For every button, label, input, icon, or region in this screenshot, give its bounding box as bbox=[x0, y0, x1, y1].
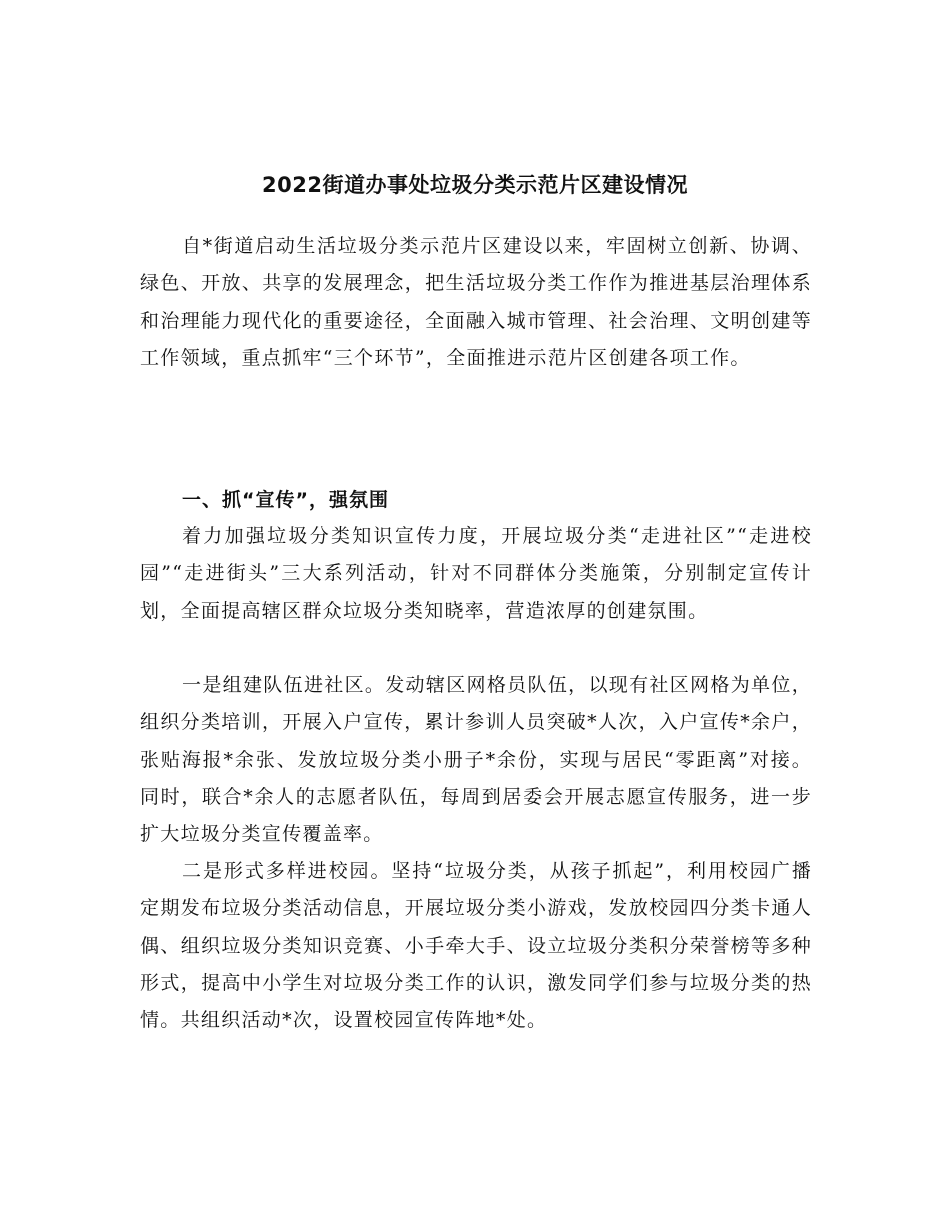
document-title: 2022街道办事处垃圾分类示范片区建设情况 bbox=[262, 173, 688, 197]
section-paragraph-3: 二是形式多样进校园。坚持“垃圾分类，从孩子抓起”，利用校园广播定期发布垃圾分类活动信息，开展垃圾分类小游戏，发放校园四分类卡通人偶、组织垃圾分类知识竞赛、小手牵大手、设立垃圾分类积分荣誉榜等多种形式，提高中小学生对垃圾分类工作的认识，激发同学们参与垃圾分类的热情。共组织活动*次，设置校园宣传阵地*处。 bbox=[140, 860, 812, 1032]
section-heading: 一、抓“宣传”，强氛围 bbox=[182, 489, 389, 511]
section-paragraph-2: 一是组建队伍进社区。发动辖区网格员队伍，以现有社区网格为单位，组织分类培训，开展入户宣传，累计参训人员突破*人次，入户宣传*余户，张贴海报*余张、发放垃圾分类小册子*余份，实现与居民“零距离”对接。同时，联合*余人的志愿者队伍，每周到居委会开展志愿宣传服务，进一步扩大垃圾分类宣传覆盖率。 bbox=[140, 674, 812, 846]
intro-paragraph: 自*街道启动生活垃圾分类示范片区建设以来，牢固树立创新、协调、绿色、开放、共享的发展理念，把生活垃圾分类工作作为推进基层治理体系和治理能力现代化的重要途径，全面融入城市管理、社会治理、文明创建等工作领域，重点抓牢“三个环节”，全面推进示范片区创建各项工作。 bbox=[140, 235, 812, 369]
section-paragraph-1: 着力加强垃圾分类知识宣传力度，开展垃圾分类“走进社区”“走进校园”“走进街头”三大系列活动，针对不同群体分类施策，分别制定宣传计划，全面提高辖区群众垃圾分类知晓率，营造浓厚的创建氛围。 bbox=[140, 525, 812, 622]
